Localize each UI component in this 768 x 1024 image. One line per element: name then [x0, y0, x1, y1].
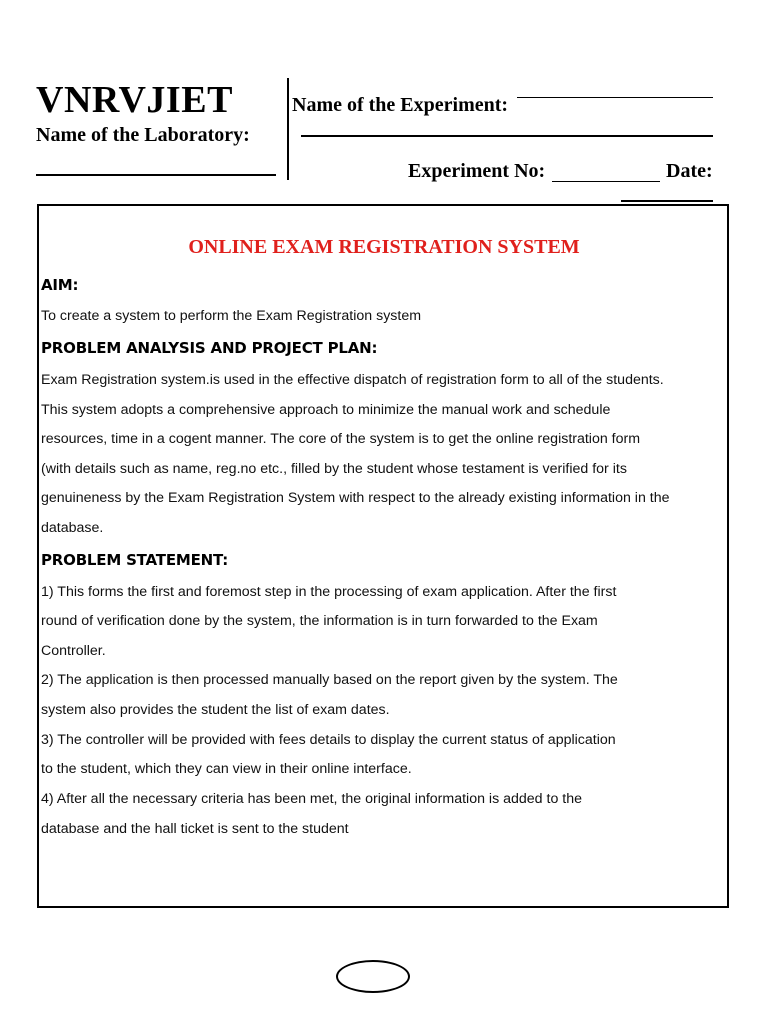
problem-statement-line: system also provides the student the list of exam dates. — [41, 702, 390, 718]
problem-statement-line: database and the hall ticket is sent to the student — [41, 821, 349, 837]
date-label: Date: — [666, 160, 713, 182]
experiment-name-field-line — [517, 97, 713, 98]
experiment-name-field-line-2 — [301, 135, 713, 137]
problem-statement-line: to the student, which they can view in their online interface. — [41, 761, 412, 777]
date-field-line — [621, 200, 713, 202]
problem-analysis-line: resources, time in a cogent manner. The core of the system is to get the online registration form — [41, 431, 641, 447]
problem-analysis-line: (with details such as name, reg.no etc., filled by the student whose testament is verified for its — [41, 461, 627, 477]
problem-statement-line: Controller. — [41, 643, 106, 659]
header-divider — [287, 78, 289, 180]
problem-statement-line: 2) The application is then processed manually based on the report given by the system. The — [41, 672, 618, 688]
problem-statement-line: round of verification done by the system, the information is in turn forwarded to the Exam — [41, 613, 598, 629]
problem-statement-line: 4) After all the necessary criteria has been met, the original information is added to the — [41, 791, 582, 807]
experiment-number-label: Experiment No: — [408, 160, 546, 182]
content-box — [37, 204, 729, 908]
problem-analysis-line: genuineness by the Exam Registration System with respect to the already existing information in the — [41, 490, 670, 506]
problem-statement-line: 1) This forms the first and foremost step in the processing of exam application. After the first — [41, 584, 617, 600]
experiment-name-label: Name of the Experiment: — [292, 94, 509, 116]
problem-analysis-line: Exam Registration system.is used in the effective dispatch of registration form to all of the students. — [41, 372, 664, 388]
aim-heading: AIM: — [41, 276, 79, 294]
problem-analysis-line: This system adopts a comprehensive approach to minimize the manual work and schedule — [41, 402, 611, 418]
laboratory-name-field-line — [36, 174, 276, 176]
problem-statement-line: 3) The controller will be provided with fees details to display the current status of application — [41, 732, 616, 748]
laboratory-name-label: Name of the Laboratory: — [36, 124, 250, 146]
problem-analysis-line: database. — [41, 520, 104, 536]
page-number-oval — [336, 960, 410, 993]
institute-name: VNRVJIET — [36, 79, 233, 121]
aim-text: To create a system to perform the Exam Registration system — [41, 308, 422, 324]
document-title: ONLINE EXAM REGISTRATION SYSTEM — [188, 236, 580, 258]
experiment-number-field-line — [552, 181, 660, 182]
problem-analysis-heading: PROBLEM ANALYSIS AND PROJECT PLAN: — [41, 339, 378, 357]
problem-statement-heading: PROBLEM STATEMENT: — [41, 551, 229, 569]
